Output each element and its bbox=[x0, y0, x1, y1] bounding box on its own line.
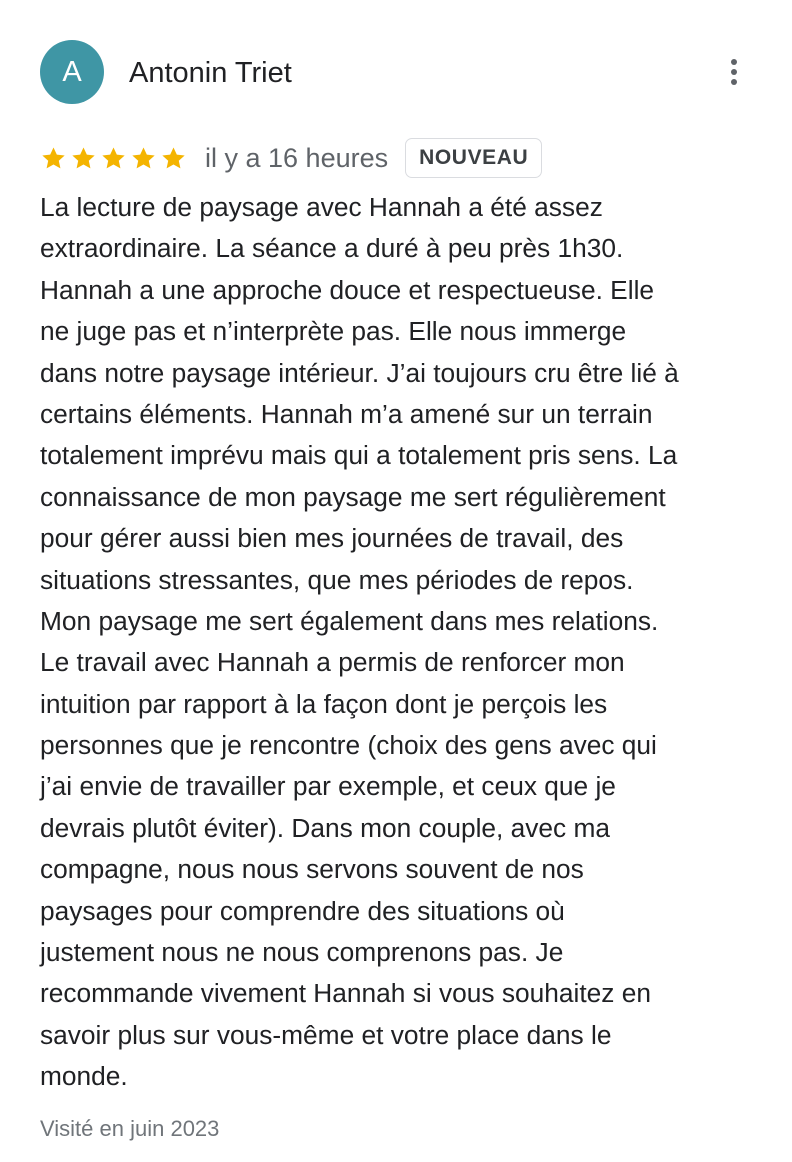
more-vert-icon bbox=[731, 59, 737, 65]
new-badge: NOUVEAU bbox=[405, 138, 542, 178]
review-text-line: paysages pour comprendre des situations où bbox=[40, 895, 565, 926]
review-meta bbox=[40, 136, 542, 180]
avatar[interactable] bbox=[40, 40, 104, 104]
review-text-line: monde. bbox=[40, 1061, 128, 1092]
review-text-line: certains éléments. Hannah m’a amené sur un terrain bbox=[40, 398, 653, 429]
visited-date: Visité en juin 2023 bbox=[40, 1116, 220, 1141]
review-text-line: connaissance de mon paysage me sert régulièrement bbox=[40, 481, 666, 512]
review-text-line: La lecture de paysage avec Hannah a été assez bbox=[40, 192, 603, 222]
review-text-line: dans notre paysage intérieur. J’ai toujours cru être lié à bbox=[40, 357, 679, 388]
star-icon bbox=[100, 145, 127, 172]
avatar-initial: A bbox=[62, 55, 82, 88]
review-time: il y a 16 heures bbox=[205, 142, 389, 173]
review-text-line: Mon paysage me sert également dans mes relations. bbox=[40, 605, 659, 636]
review-text-line: pour gérer aussi bien mes journées de travail, des bbox=[40, 523, 624, 554]
review-text-line: savoir plus sur vous-même et votre place dans le bbox=[40, 1019, 612, 1050]
review-text-line: ne juge pas et n’interprète pas. Elle nous immerge bbox=[40, 316, 627, 347]
star-rating bbox=[40, 145, 187, 172]
star-icon bbox=[130, 145, 157, 172]
more-options-button[interactable] bbox=[722, 54, 746, 90]
review-text-line: devrais plutôt éviter). Dans mon couple, avec ma bbox=[40, 812, 611, 843]
review-text-line: Le travail avec Hannah a permis de renforcer mon bbox=[40, 647, 625, 678]
star-icon bbox=[40, 145, 67, 172]
review-text-line: compagne, nous nous servons souvent de nos bbox=[40, 854, 584, 885]
review-text-line: recommande vivement Hannah si vous souhaitez en bbox=[40, 978, 652, 1009]
star-icon bbox=[70, 145, 97, 172]
review-text-line: j’ai envie de travailler par exemple, et ceux que je bbox=[40, 771, 616, 802]
review-text-line: intuition par rapport à la façon dont je perçois les bbox=[40, 688, 608, 719]
review-text-line: extraordinaire. La séance a duré à peu près 1h30. bbox=[40, 233, 624, 264]
review-text-line: justement nous ne nous comprenons pas. Je bbox=[40, 937, 564, 968]
review-text-line: totalement imprévu mais qui a totalement pris sens. La bbox=[40, 440, 678, 471]
review-text-line: situations stressantes, que mes périodes de repos. bbox=[40, 564, 634, 595]
star-icon bbox=[160, 145, 187, 172]
review-header bbox=[40, 40, 752, 104]
review-text-line: Hannah a une approche douce et respectueuse. Elle bbox=[40, 274, 655, 305]
review-text-line: personnes que je rencontre (choix des gens avec qui bbox=[40, 730, 657, 761]
review-text bbox=[40, 187, 756, 1098]
author-name[interactable]: Antonin Triet bbox=[129, 57, 292, 89]
